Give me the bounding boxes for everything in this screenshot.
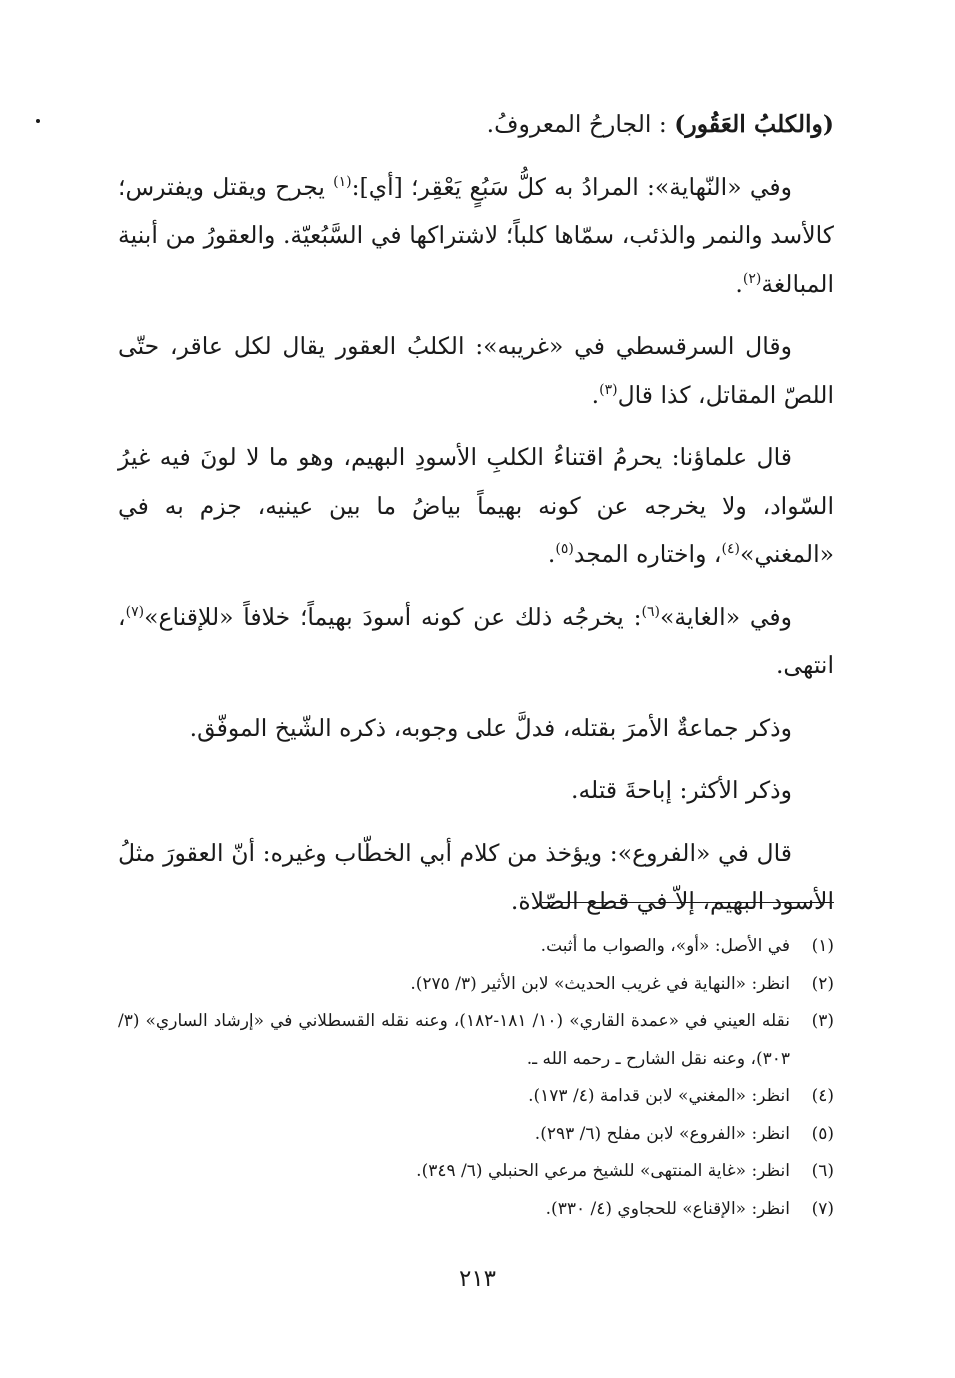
paragraph-text: قال في «الفروع»: ويؤخذ من كلام أبي الخطّاب وغيره: أنّ العقورَ مثلُ الأسود البهيم، إلاّ في قطع الصّلاة. [118, 838, 834, 915]
paragraph-2 [118, 163, 834, 309]
footnote-3 [118, 1003, 834, 1078]
margin-dot [36, 119, 40, 123]
main-text [118, 100, 834, 940]
footnote-ref-7[interactable]: (٧) [125, 603, 145, 620]
footnote-ref-1[interactable]: (١) [333, 173, 352, 190]
footnotes [118, 928, 834, 1228]
footnote-number: (١) [811, 936, 834, 956]
footnote-text: انظر: «المغني» لابن قدامة (٤/ ١٧٣). [528, 1086, 790, 1106]
paragraph-text: . [735, 269, 743, 298]
footnote-text: انظر: «الإقناع» للحجاوي (٤/ ٣٣٠). [545, 1198, 790, 1219]
footnote-text: انظر: «النهاية في غريب الحديث» لابن الأثير (٣/ ٢٧٥). [410, 973, 790, 994]
footnote-number: (٤) [811, 1086, 834, 1106]
paragraph-1 [118, 100, 834, 149]
footnote-text: في الأصل: «أو»، والصواب ما أثبت. [540, 936, 790, 956]
footnote-number: (٣) [811, 1011, 834, 1031]
paragraph-text: وقال السرقسطي في «غريبه»: الكلبُ العقور يقال لكل عاقر، حتّى اللصّ المقاتل، كذا قال [118, 332, 834, 409]
page-number: ٢١٣ [458, 1266, 497, 1292]
footnote-number: (٧) [811, 1198, 834, 1219]
footnote-text: نقله العيني في «عمدة القاري» (١٠/ ١٨١-١٨٢)، وعنه نقله القسطلاني في «إرشاد الساري» (٣/ ٣٠٣)، وعنه نقل الشارح ـ رحمه الله ـ. [118, 1011, 790, 1069]
footnote-text: انظر: «غاية المنتهى» للشيخ مرعي الحنبلي (٦/ ٣٤٩). [416, 1161, 790, 1181]
footnote-number: (٥) [811, 1123, 834, 1144]
footnote-1 [118, 928, 834, 966]
footnote-2 [118, 966, 834, 1004]
paragraph-7 [118, 766, 834, 815]
footnote-7 [118, 1191, 834, 1229]
footnote-separator [542, 902, 834, 903]
footnote-5 [118, 1116, 834, 1154]
paragraph-text: . [547, 540, 556, 568]
paragraph-text: ، واختاره المجد [573, 540, 722, 568]
footnote-ref-6[interactable]: (٦) [641, 603, 660, 620]
footnote-number: (٢) [811, 973, 834, 994]
paragraph-5 [118, 593, 834, 690]
footnote-text: انظر: «الفروع» لابن مفلح (٦/ ٢٩٣). [534, 1123, 790, 1144]
lemma-heading: (والكلبُ العَقُور) [674, 110, 834, 138]
paragraph-text: ، انتهى. [118, 602, 834, 679]
footnote-ref-5[interactable]: (٥) [555, 541, 574, 558]
footnote-number: (٦) [811, 1161, 834, 1181]
paragraph-text: وذكر الأكثر: إباحةَ قتله. [570, 776, 792, 804]
footnote-4 [118, 1078, 834, 1116]
paragraph-text: وفي «النّهاية»: المرادُ به كلُّ سَبُعٍ يَعْقِر؛ [أي]: [351, 172, 792, 201]
paragraph-4 [118, 433, 834, 579]
footnote-ref-4[interactable]: (٤) [721, 541, 740, 558]
paragraph-8 [118, 829, 834, 926]
paragraph-text: قال علماؤنا: يحرمُ اقتناءُ الكلبِ الأسودِ البهيم، وهو ما لا لونَ فيه غيرُ السّواد، ولا يخرجه عن كونه بهيماً بياضُ ما بين عينيه، جزم به في «المغني» [118, 443, 834, 568]
paragraph-text: . [591, 380, 600, 409]
paragraph-text: وذكر جماعةٌ الأمرَ بقتله، فدلَّ على وجوبه، ذكره الشّيخ الموفّق. [189, 713, 792, 742]
paragraph-3 [118, 322, 834, 419]
footnote-ref-3[interactable]: (٣) [599, 381, 618, 398]
paragraph-text: يجرح ويقتل ويفترس؛ كالأسد والنمر والذئب، سمّاها كلباً؛ لاشتراكها في السَّبُعيّة. والعقورُ من أبنية المبالغة [118, 172, 834, 298]
paragraph-text: وفي «الغاية» [659, 602, 792, 631]
paragraph-text: : يخرجُه ذلك عن كونه أسودَ بهيماً؛ خلافاً «للإقناع» [144, 602, 642, 631]
paragraph-text: : الجارحُ المعروفُ. [486, 110, 667, 138]
footnote-6 [118, 1153, 834, 1191]
paragraph-6 [118, 704, 834, 753]
footnote-ref-2[interactable]: (٢) [742, 270, 762, 287]
